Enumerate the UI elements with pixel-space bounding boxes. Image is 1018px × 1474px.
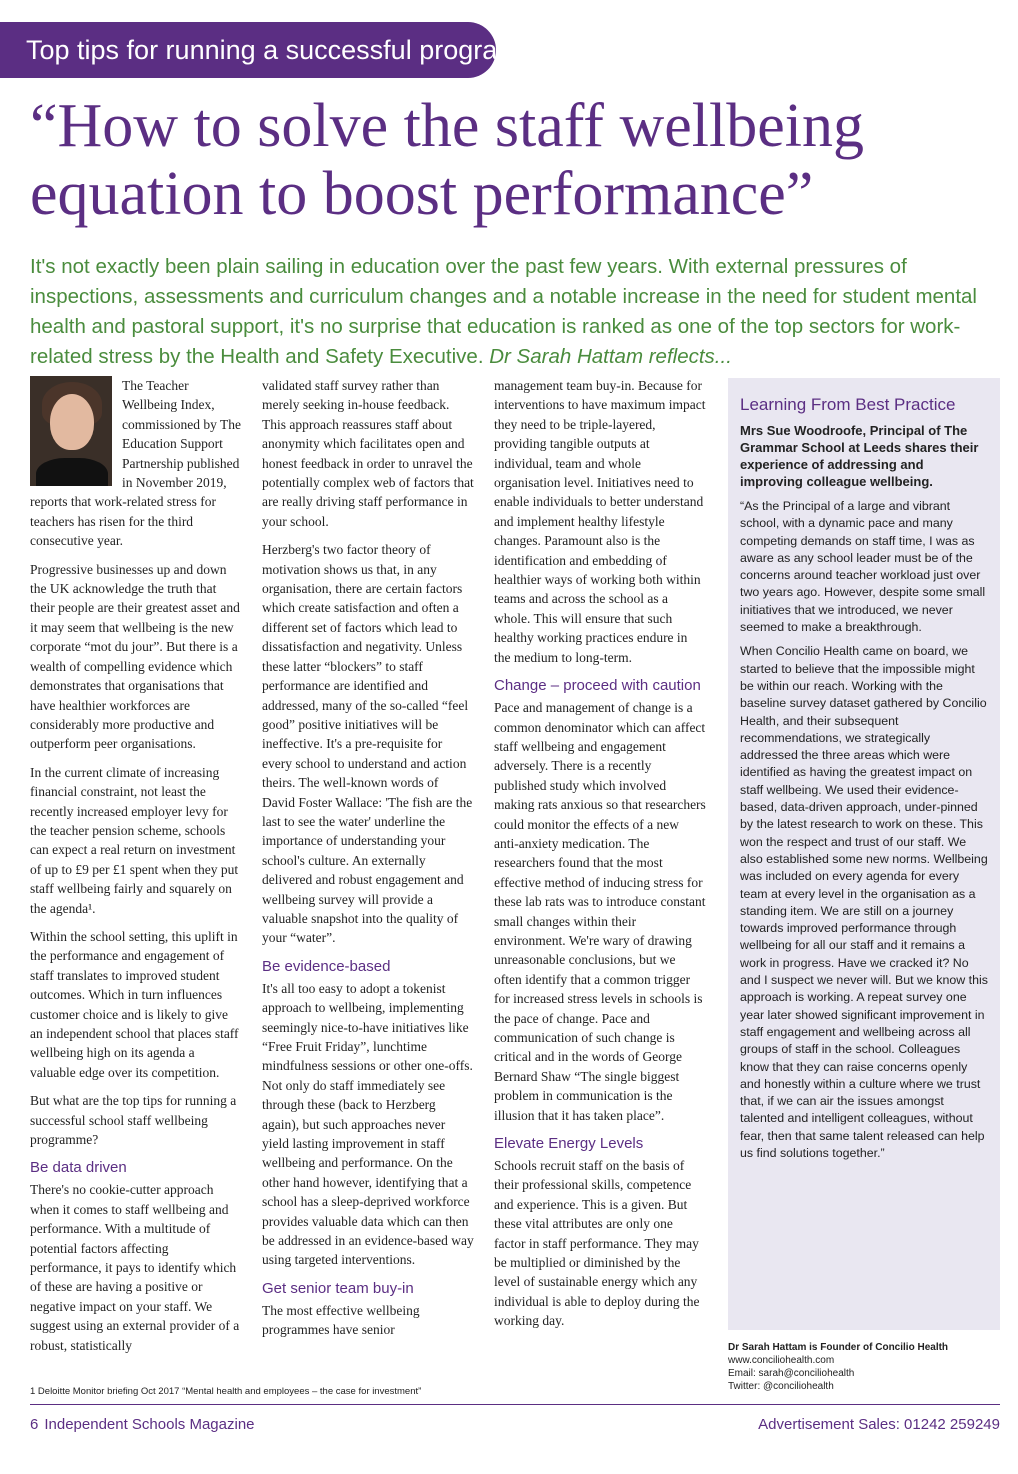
- paragraph: management team buy-in. Because for interventions to have maximum impact they need to be triple-layered, providing tangible outputs at individual, team and whole organisation level. Initiatives need to enable individuals to better understand and implement healthy lifestyle changes. Paramount also is the identification and embedding of healthier ways of working both within teams and across the school as a whole. This will ensure that such healthy working practices endure in the medium to long-term.: [494, 378, 706, 665]
- footer-rule: [30, 1404, 1000, 1405]
- author-website: www.conciliohealth.com: [728, 1355, 835, 1366]
- paragraph: The Teacher Wellbeing Index, commissioned by The Education Support Partnership published in November 2019, reports that work-related stress for teachers has risen for the third consecutive year.: [30, 378, 241, 549]
- byline: Dr Sarah Hattam reflects...: [489, 345, 732, 368]
- magazine-name: Independent Schools Magazine: [44, 1416, 255, 1433]
- photo-body: [36, 458, 108, 486]
- sidebar-paragraph: When Concilio Health came on board, we started to believe that the impossible might be within our reach. Working with the baseline survey dataset gathered by Concilio Health, and their subsequent recommendations, we strategically addressed the three areas which were identified as having the greatest impact on staff wellbeing. We used their evidence-based, data-driven approach, under-pinned by the latest research to work on these. This won the respect and trust of our staff. We also established some new norms. Wellbeing was included on every agenda for every team at every level in the organisation as a standing item. We are still on a journey towards improved performance through wellbeing for all our staff and it remains a work in progress. Have we cracked it? No and I suspect we never will. But we know this approach is working. A repeat survey one year later showed significant improvement in staff engagement and wellbeing across all groups of staff in the school. Colleagues know that they can raise concerns openly and honestly within a culture where we trust that, if we can air the issues amongst talented and intelligent colleagues, without fear, then that same talent released can help us find solutions together.”: [740, 644, 988, 1160]
- standfirst: [30, 252, 990, 372]
- footer-left: [30, 1416, 255, 1433]
- section-banner: Top tips for running a successful programme: [0, 22, 496, 78]
- subheading-senior-team-buy-in: Get senior team buy-in: [262, 1279, 414, 1297]
- photo-face: [50, 394, 94, 450]
- paragraph: It's all too easy to adopt a tokenist approach to wellbeing, implementing seemingly nice-to-have initiatives like “Free Fruit Friday”, lunchtime mindfulness sessions or other one-offs. Not only do staff immediately see through these (back to Herzberg again), but such approaches never yield lasting improvement in staff wellbeing and performance. On the other hand however, identifying that a school has a sleep-deprived workforce provides valuable data which can then be addressed in an evidence-based way using targeted interventions.: [262, 980, 474, 1268]
- footnote: 1 Deloitte Monitor briefing Oct 2017 “Mental health and employees – the case for investment”: [30, 1386, 422, 1397]
- column-3: [494, 376, 706, 1340]
- paragraph: Schools recruit staff on the basis of their professional skills, competence and experience. This is a given. But these vital attributes are only one factor in staff performance. They may be multiplied or diminished by the level of sustainable energy which any individual is able to deploy during the working day.: [494, 1158, 700, 1329]
- article-headline: “How to solve the staff wellbeing equation to boost performance”: [30, 92, 864, 228]
- advertisement-sales: Advertisement Sales: 01242 259249: [758, 1416, 1000, 1433]
- paragraph: validated staff survey rather than merely seeking in-house feedback. This approach reassures staff about anonymity which facilitates open and honest feedback in order to unravel the potentially complex web of factors that are really driving staff performance in your school.: [262, 378, 474, 529]
- page-number: 6: [30, 1416, 39, 1433]
- paragraph: Progressive businesses up and down the UK acknowledge the truth that their people are their greatest asset and it may seem that wellbeing is the new corporate “mot du jour”. But there is a wealth of compelling evidence which demonstrates that organisations that have healthier workforces are considerably more productive and outperform peer organisations.: [30, 561, 240, 752]
- sidebar-best-practice: [728, 378, 1000, 1330]
- subheading-change: Change – proceed with caution: [494, 677, 701, 695]
- author-bio: Dr Sarah Hattam is Founder of Concilio Health: [728, 1342, 949, 1353]
- column-2: [262, 376, 474, 1349]
- paragraph: Herzberg's two factor theory of motivation shows us that, in any organisation, there are certain factors which create satisfaction and often a different set of factors which lead to dissatisfaction and negativity. Unless these latter “blockers” to staff performance are identified and addressed, many of the so-called “feel good” positive initiatives will be ineffective. It's a pre-requisite for every school to understand and action theirs. The well-known words of David Foster Wallace: 'The fish are the last to see the water' underline the importance of understanding your school's culture. An externally delivered and robust engagement and wellbeing survey will provide a valuable snapshot into the quality of your “water”.: [262, 542, 473, 946]
- paragraph: Within the school setting, this uplift in the performance and engagement of staff translates to improved student outcomes. Which in turn influences customer choice and is likely to give an independent school that places staff wellbeing high on its agenda a valuable edge over its competition.: [30, 928, 239, 1080]
- subheading-be-data-driven: Be data driven: [30, 1159, 127, 1177]
- sidebar-paragraph: “As the Principal of a large and vibrant school, with a dynamic pace and many competing demands on staff time, I was as aware as any school leader must be of the concerns around teacher workload just over two years ago. However, despite some small initiatives that we introduced, we never seemed to make a breakthrough.: [740, 499, 986, 635]
- subheading-elevate-energy: Elevate Energy Levels: [494, 1135, 644, 1153]
- paragraph: Pace and management of change is a common denominator which can affect staff wellbeing and engagement adversely. There is a recently published study which involved making rats anxious so that researchers could monitor the effects of a new anti-anxiety medication. The researchers found that the most effective method of inducing stress for these lab rats was to introduce constant small changes within their environment. We're wary of drawing unreasonable conclusions, but we often identify that a common trigger for increased stress levels in schools is the pace of change. Pace and communication of such change is critical and in the words of George Bernard Shaw “The single biggest problem in communication is the illusion that it has taken place”.: [494, 700, 706, 1123]
- sidebar-intro: Mrs Sue Woodroofe, Principal of The Grammar School at Leeds shares their experience of addressing and improving colleague wellbeing.: [740, 423, 979, 489]
- paragraph: In the current climate of increasing financial constraint, not least the recently increased employer levy for the teacher pension scheme, schools can expect a real return on investment of up to £9 per £1 spent when they put staff wellbeing fairly and squarely on the agenda¹.: [30, 764, 239, 916]
- column-1: [30, 376, 242, 1364]
- paragraph: But what are the top tips for running a successful school staff wellbeing programme?: [30, 1093, 237, 1148]
- author-twitter: Twitter: @conciliohealth: [728, 1381, 834, 1392]
- author-info: [728, 1341, 1000, 1393]
- paragraph: There's no cookie-cutter approach when it comes to staff wellbeing and performance. With a multitude of potential factors affecting performance, it pays to identify which of these are having a positive or negative impact on your staff. We suggest using an external provider of a robust, statistically: [30, 1182, 240, 1353]
- standfirst-text: It's not exactly been plain sailing in education over the past few years. With external pressures of inspections, assessments and curriculum changes and a notable increase in the need for student mental health and pastoral support, it's no surprise that education is ranked as one of the top sectors for work-related stress by the Health and Safety Executive.: [30, 255, 977, 368]
- author-photo: [30, 376, 112, 486]
- sidebar-title: Learning From Best Practice: [740, 395, 956, 414]
- author-email: Email: sarah@conciliohealth: [728, 1368, 855, 1379]
- paragraph: The most effective wellbeing programmes have senior: [262, 1302, 420, 1338]
- subheading-be-evidence-based: Be evidence-based: [262, 957, 391, 975]
